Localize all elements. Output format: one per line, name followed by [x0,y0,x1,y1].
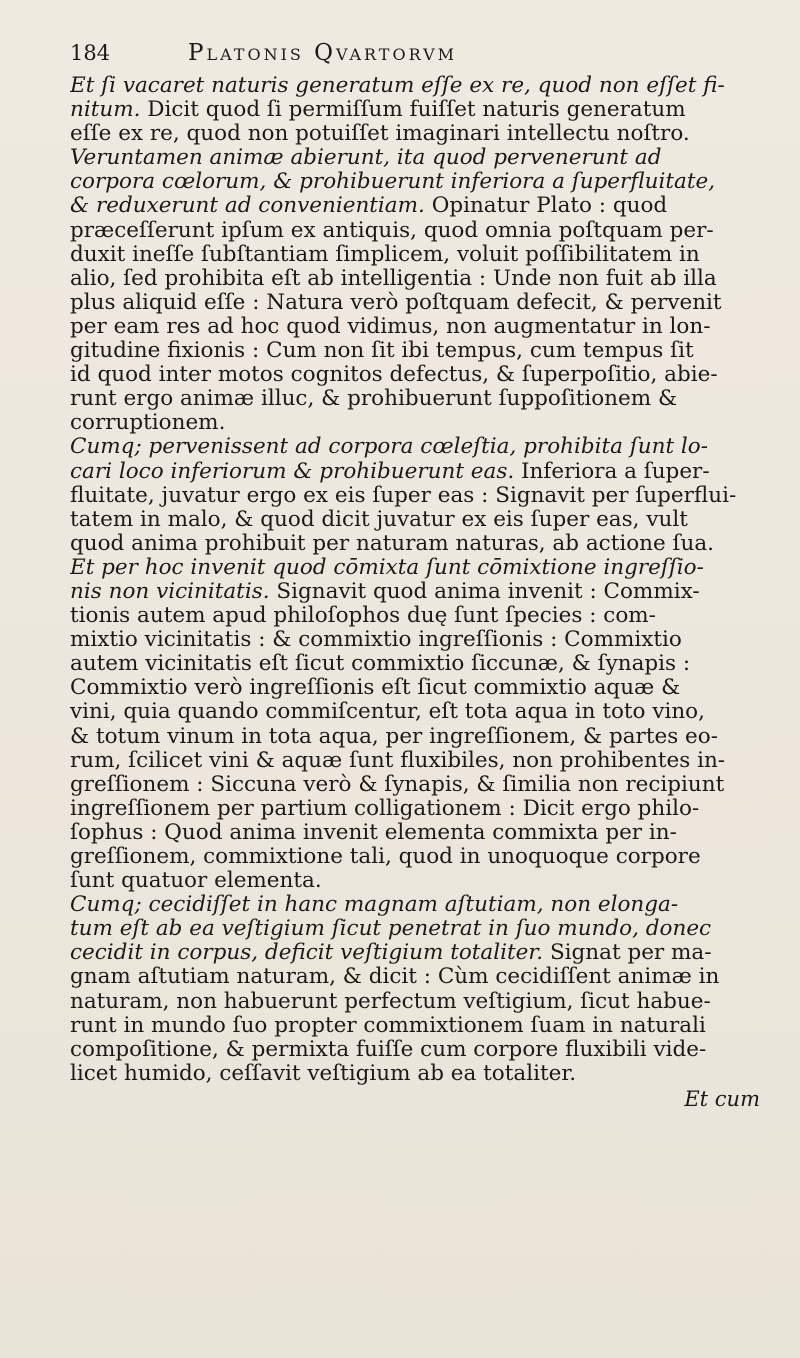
commentary-text: Inferiora a ſuper- [514,459,710,484]
text-line: id quod inter motos cognitos defectus, & ſuperpoſitio, abie- [70,363,718,388]
text-line: Et per hoc invenit quod cōmixta ſunt cōmixtione ingreſſio- [70,555,704,580]
text-line: corruptionem. [70,411,226,436]
lemma-text: cecidit in corpus, deficit veſtigium totaliter. [70,941,544,966]
text-line: naturam, non habuerunt perfectum veſtigium, ſicut habue- [70,989,711,1014]
text-line: runt ergo animæ illuc, & prohibuerunt ſuppoſitionem & [70,387,678,412]
text-line: plus aliquid eſſe : Natura verò poſtquam defecit, & pervenit [70,290,722,315]
text-line: greſſionem, commixtione tali, quod in unoquoque corpore [70,845,701,869]
text-line: duxit ineſſe ſubſtantiam ſimplicem, voluit poſſibilitatem in [70,242,700,267]
commentary-text: Signavit quod anima invenit : Commix- [269,579,700,604]
text-line: præceſſerunt ipſum ex antiquis, quod omnia poſtquam per- [70,218,714,243]
body-text [70,74,762,1086]
text-line: licet humido, ceſſavit veſtigium ab ea totaliter. [70,1061,577,1086]
text-line: compoſitione, & permixta fuiſſe cum corpore fluxibili vide- [70,1037,707,1062]
text-line: tum eſt ab ea veſtigium ſicut penetrat in ſuo mundo, donec [70,917,712,942]
text-line: ſunt quatuor elementa. [70,869,322,894]
commentary-text: Dicit quod ſi permiſſum fuiſſet naturis generatum [140,98,686,123]
text-line: mixtio vicinitatis : & commixtio ingreſſionis : Commixtio [70,628,682,653]
text-line: quod anima prohibuit per naturam naturas, ab actione ſua. [70,531,715,556]
text-line: tatem in malo, & quod dicit juvatur ex eis ſuper eas, vult [70,507,688,532]
text-line [70,580,762,604]
text-line: Commixtio verò ingreſſionis eſt ſicut commixtio aquæ & [70,676,681,701]
text-line: runt in mundo ſuo propter commixtionem ſuam in naturali [70,1013,706,1038]
lemma-text: & reduxerunt ad convenientiam. [70,194,425,219]
text-line: per eam res ad hoc quod vidimus, non augmentatur in lon- [70,314,711,339]
text-line: autem vicinitatis eſt ſicut commixtio ſiccunæ, & ſynapis : [70,652,691,677]
text-line: Cumq; cecidiſſet in hanc magnam aſtutiam, non elonga- [70,893,679,918]
text-line: vini, quia quando commiſcentur, eſt tota aqua in toto vino, [70,700,705,725]
page-number: 184 [70,41,111,65]
text-line: ingreſſionem per partium colligationem : Dicit ergo philo- [70,796,700,821]
text-line [70,941,762,965]
text-line: Cumq; pervenissent ad corpora cœleſtia, prohibita ſunt lo- [70,435,709,460]
text-line: fluitate, juvatur ergo ex eis ſuper eas : Signavit per ſuperflui- [70,483,737,508]
lemma-text: cari loco inferiorum & prohibuerunt eas. [70,459,515,484]
text-line: & totum vinum in tota aqua, per ingreſſionem, & partes eo- [70,724,718,749]
catchword: Et cum [684,1086,760,1111]
text-line: Et ſi vacaret naturis generatum eſſe ex re, quod non eſſet fi- [70,74,725,98]
text-line: Veruntamen animæ abierunt, ita quod pervenerunt ad [70,146,662,171]
text-line: rum, ſcilicet vini & aquæ ſunt fluxibiles, non prohibentes in- [70,748,726,773]
lemma-text: nis non vicinitatis. [70,579,270,604]
commentary-text: Signat per ma- [543,941,712,966]
text-line [70,194,762,218]
text-line [70,460,762,484]
text-line: tionis autem apud philoſophos duę ſunt ſpecies : com- [70,604,656,629]
text-line: gnam aſtutiam naturam, & dicit : Cùm cecidiſſent animæ in [70,965,720,990]
text-line: eſſe ex re, quod non potuiſſet imaginari intellectu noſtro. [70,122,690,147]
text-line: alio, ſed prohibita eſt ab intelligentia : Unde non fuit ab illa [70,266,717,291]
text-line: greſſionem : Siccuna verò & ſynapis, & ſimilia non recipiunt [70,772,725,797]
running-title: Platonis Qvartorvm [188,40,458,66]
text-line: gitudine fixionis : Cum non ſit ibi tempus, cum tempus ſit [70,339,694,364]
page-header [70,40,762,74]
text-line [70,98,762,122]
text-line: ſophus : Quod anima invenit elementa commixta per in- [70,820,677,845]
lemma-text: nitum. [70,98,141,123]
text-line: corpora cœlorum, & prohibuerunt inferiora a ſuperfluitate, [70,170,716,195]
commentary-text: Opinatur Plato : quod [424,194,668,219]
